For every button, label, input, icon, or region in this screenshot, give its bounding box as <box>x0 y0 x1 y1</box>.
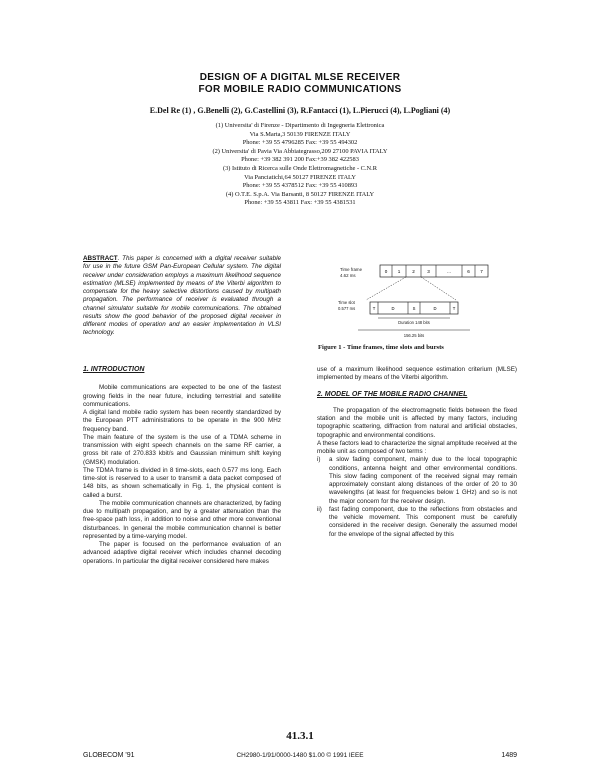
list-marker: ii) <box>317 505 322 513</box>
section-1-heading: 1. INTRODUCTION <box>83 366 145 373</box>
duration-label: Duration 148 bits <box>398 320 430 325</box>
paragraph: A digital land mobile radio system has been recently standardized by the European PTT administrations to be operate in the 900 MHz frequency band. <box>83 409 281 433</box>
slot-label: 0 <box>384 269 388 274</box>
paragraph: The main feature of the system is the use of a TDMA scheme in transmission with eight speech channels on the same RF carrier, a gross bit rate of 270.833 kbit/s and Gaussian minimum shift keying (GMSK) modulation. <box>83 433 281 466</box>
burst-field-label: S <box>412 306 416 311</box>
slot-label: 1 <box>397 269 401 274</box>
burst-field-label: D <box>433 306 437 311</box>
slot-duration-label: 0.577 ms <box>338 306 356 311</box>
affiliation-line: Phone: +39 55 43811 Fax: +39 55 4381531 <box>244 199 356 207</box>
author-list: E.Del Re (1) , G.Benelli (2), G.Castellini (3), R.Fantacci (1), L.Pierucci (4), L.Pogliani (4) <box>149 106 451 115</box>
paragraph: The paper is focused on the performance evaluation of an advanced adaptive digital receiver which includes channel decoding operations. In particular the digital receiver considered here makes <box>83 541 281 565</box>
list-item <box>317 506 517 539</box>
abstract <box>83 255 281 338</box>
paragraph: The propagation of the electromagnetic fields between the fixed station and the mobile unit is affected by many factors, including topographic scattering, diffraction from natural and artificial obstacles, topographic and environmental conditions. <box>317 406 517 439</box>
paper-title-line-2: FOR MOBILE RADIO COMMUNICATIONS <box>198 84 402 95</box>
page-section-number: 41.3.1 <box>286 730 314 742</box>
figure-1-caption: Figure 1 - Time frames, time slots and bursts <box>318 344 444 351</box>
burst-field-label: D <box>391 306 395 311</box>
affiliation-line: Via Panciatichi,64 50127 FIRENZE ITALY <box>244 173 356 181</box>
affiliation-line: (4) O.T.E. S.p.A. Via Barsanti, 8 50127 FIRENZE ITALY <box>225 190 375 198</box>
frame-duration-label: 4.62 ms <box>340 273 356 278</box>
affiliation-line: Phone: +39 382 391 200 Fax:+39 382 422583 <box>241 156 359 164</box>
left-column <box>83 366 281 566</box>
list-text: fast fading component, due to the reflections from obstacles and the vehicle movement. This component must be carefully considered in the receiver design. Generally the assumed model for the envelope of the signal affected by this <box>329 505 517 538</box>
figure-1-diagram <box>318 258 514 342</box>
list-marker: i) <box>317 456 321 464</box>
affiliation-line: (2) Universita' di Pavia Via Abbiategrasso,209 27100 PAVIA ITALY <box>212 147 388 155</box>
affiliation-line: Via S.Marta,3 50139 FIRENZE ITALY <box>249 130 351 138</box>
page-number: 1489 <box>501 752 517 759</box>
time-frame-box <box>380 265 488 277</box>
affiliation-line: Phone: +39 55 4378512 Fax: +39 55 410893 <box>242 182 358 190</box>
slot-label: 6 <box>467 269 470 274</box>
paragraph: The mobile communication channels are characterized, by fading due to multipath propagation, and by a greater attenuation than the free-space path loss, in addition to noise and other more conventional disturbances. In general the mobile communication channel is better represented by a time-varying model. <box>83 499 281 540</box>
abstract-text: . This paper is concerned with a digital receiver suitable for use in the future GSM Pan-European Cellular system. The digital receiver under consideration employs a maximum likelihood sequence estimation (MLSE) implemented by means of the Viterbi algorithm to compensate for the heavy selective distortions caused by multipath propagation. The performance of receiver is evaluated through a channel simulator suitable for mobile communications. The obtained results show the good behavior of the proposed digital receiver in different modes of operation and an easier implementation in VLSI technology. <box>83 255 281 337</box>
paragraph: A these factors lead to characterize the signal amplitude received at the mobile unit as composed of two terms : <box>317 439 517 455</box>
bits-label: 156.25 bits <box>403 333 425 338</box>
zoom-line <box>366 277 406 300</box>
affiliation-line: (3) Istituto di Ricerca sulle Onde Elettromagnetiche - C.N.R <box>222 164 378 172</box>
right-column <box>317 366 517 539</box>
affiliation-line: Phone: +39 55 4796285 Fax: +39 55 494302 <box>242 139 358 147</box>
paragraph: The TDMA frame is divided in 8 time-slots, each 0.577 ms long. Each time-slot is reserved to a user to transmit a data packet composed of 148 bits, as shown schematically in Fig. 1, the physical content is called a burst. <box>83 466 281 499</box>
frame-label: Time frame <box>340 267 363 272</box>
affiliation-line: (1) Universita' di Firenze - Dipartimento di Ingegneria Elettronica <box>215 122 385 129</box>
burst-field-label: T <box>372 306 376 311</box>
burst-label: Time slot <box>338 300 355 305</box>
abstract-label: ABSTRACT <box>83 255 118 262</box>
slot-label: ... <box>447 269 451 274</box>
section-2-heading: 2. MODEL OF THE MOBILE RADIO CHANNEL <box>317 390 468 398</box>
copyright-line: CH2980-1/91/0000-1480 $1.00 © 1991 IEEE <box>236 752 364 759</box>
list-text: a slow fading component, mainly due to the local topographic conditions, antenna height and other environmental conditions. This slow fading component of the received signal may remain approximately constant along distances of the order of 20 to 30 wavelengths (at least for frequencies below 1 GHz) and so is not the major concern for the receiver design. <box>329 456 517 505</box>
slot-label: 2 <box>412 269 415 274</box>
slot-label: 3 <box>427 269 430 274</box>
affiliations <box>90 122 510 208</box>
paragraph: use of a maximum likelihood sequence estimation criterium (MLSE) implemented by means of the Viterbi algorithm. <box>317 366 517 382</box>
slot-label: 7 <box>480 269 483 274</box>
list-item <box>317 456 517 506</box>
conference-name: GLOBECOM '91 <box>83 752 135 759</box>
paper-title-line-1: DESIGN OF A DIGITAL MLSE RECEIVER <box>199 72 401 83</box>
paragraph: Mobile communications are expected to be one of the fastest growing fields in the near future, including terrestrial and satellite communications. <box>83 384 281 408</box>
zoom-line <box>421 277 456 300</box>
burst-field-label: T <box>452 306 456 311</box>
